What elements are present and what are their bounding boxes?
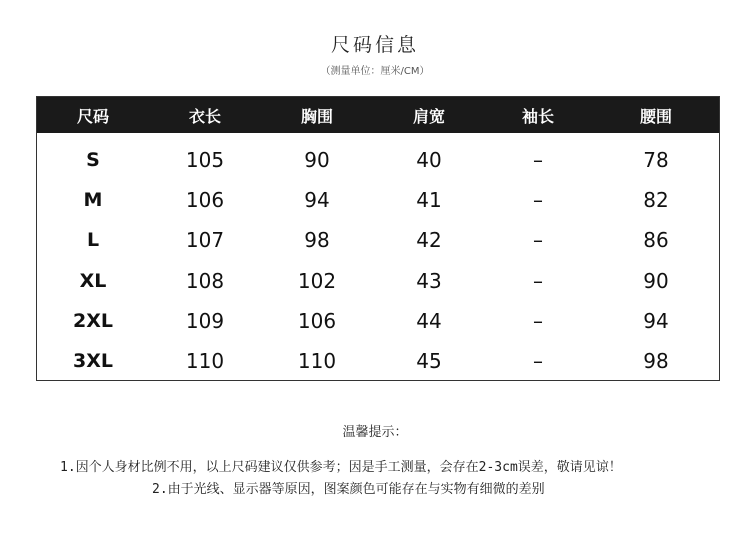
length-cell: 109 <box>185 308 225 333</box>
chest-cell: 90 <box>304 148 330 173</box>
length-cell: 108 <box>185 268 225 293</box>
table-row <box>37 140 719 180</box>
chest-cell: 106 <box>297 308 337 333</box>
chest-cell: 98 <box>304 228 330 253</box>
table-body <box>37 133 719 381</box>
size-cell: 2XL <box>73 309 113 332</box>
waist-cell: 82 <box>643 188 669 213</box>
table-row <box>37 341 719 381</box>
waist-cell: 86 <box>643 228 669 253</box>
sleeve-cell: – <box>533 188 543 213</box>
shoulder-cell: 40 <box>416 148 442 173</box>
tips-heading: 温馨提示： <box>342 425 408 440</box>
sleeve-cell: – <box>533 228 543 253</box>
tip-line-1: 1.因个人身材比例不用，以上尺码建议仅供参考；因是手工测量，会存在2-3cm误差，敬请见谅！ <box>60 460 622 475</box>
size-cell: 3XL <box>73 350 113 373</box>
column-header-chest: 胸围 <box>300 106 333 126</box>
table-row <box>37 301 719 341</box>
waist-cell: 78 <box>643 148 669 173</box>
shoulder-cell: 44 <box>416 308 442 333</box>
shoulder-cell: 41 <box>416 188 442 213</box>
column-header-length: 衣长 <box>188 106 221 126</box>
shoulder-cell: 43 <box>416 268 442 293</box>
tip-line-2: 2.由于光线、显示器等原因，图案颜色可能存在与实物有细微的差别 <box>152 482 545 497</box>
table-row <box>37 261 719 301</box>
column-header-waist: 腰围 <box>639 106 672 126</box>
shoulder-cell: 45 <box>416 349 442 374</box>
column-header-shoulder: 肩宽 <box>412 106 445 126</box>
waist-cell: 90 <box>643 268 669 293</box>
chest-cell: 110 <box>297 349 337 374</box>
size-cell: XL <box>79 269 107 292</box>
table-header-row <box>37 97 719 133</box>
measurement-unit-note: （测量单位：厘米/CM） <box>320 66 430 77</box>
sleeve-cell: – <box>533 308 543 333</box>
length-cell: 106 <box>185 188 225 213</box>
column-header-size: 尺码 <box>76 106 109 126</box>
size-table <box>36 96 720 381</box>
size-cell: M <box>83 189 103 212</box>
page-title: 尺码信息 <box>330 34 419 56</box>
length-cell: 110 <box>185 349 225 374</box>
size-cell: S <box>86 149 100 172</box>
length-cell: 105 <box>185 148 225 173</box>
size-cell: L <box>86 229 100 252</box>
table-row <box>37 180 719 220</box>
table-row <box>37 220 719 260</box>
sleeve-cell: – <box>533 349 543 374</box>
waist-cell: 94 <box>643 308 669 333</box>
chest-cell: 94 <box>304 188 330 213</box>
column-header-sleeve: 袖长 <box>521 106 554 126</box>
sleeve-cell: – <box>533 268 543 293</box>
shoulder-cell: 42 <box>416 228 442 253</box>
length-cell: 107 <box>185 228 225 253</box>
waist-cell: 98 <box>643 349 669 374</box>
chest-cell: 102 <box>297 268 337 293</box>
sleeve-cell: – <box>533 148 543 173</box>
